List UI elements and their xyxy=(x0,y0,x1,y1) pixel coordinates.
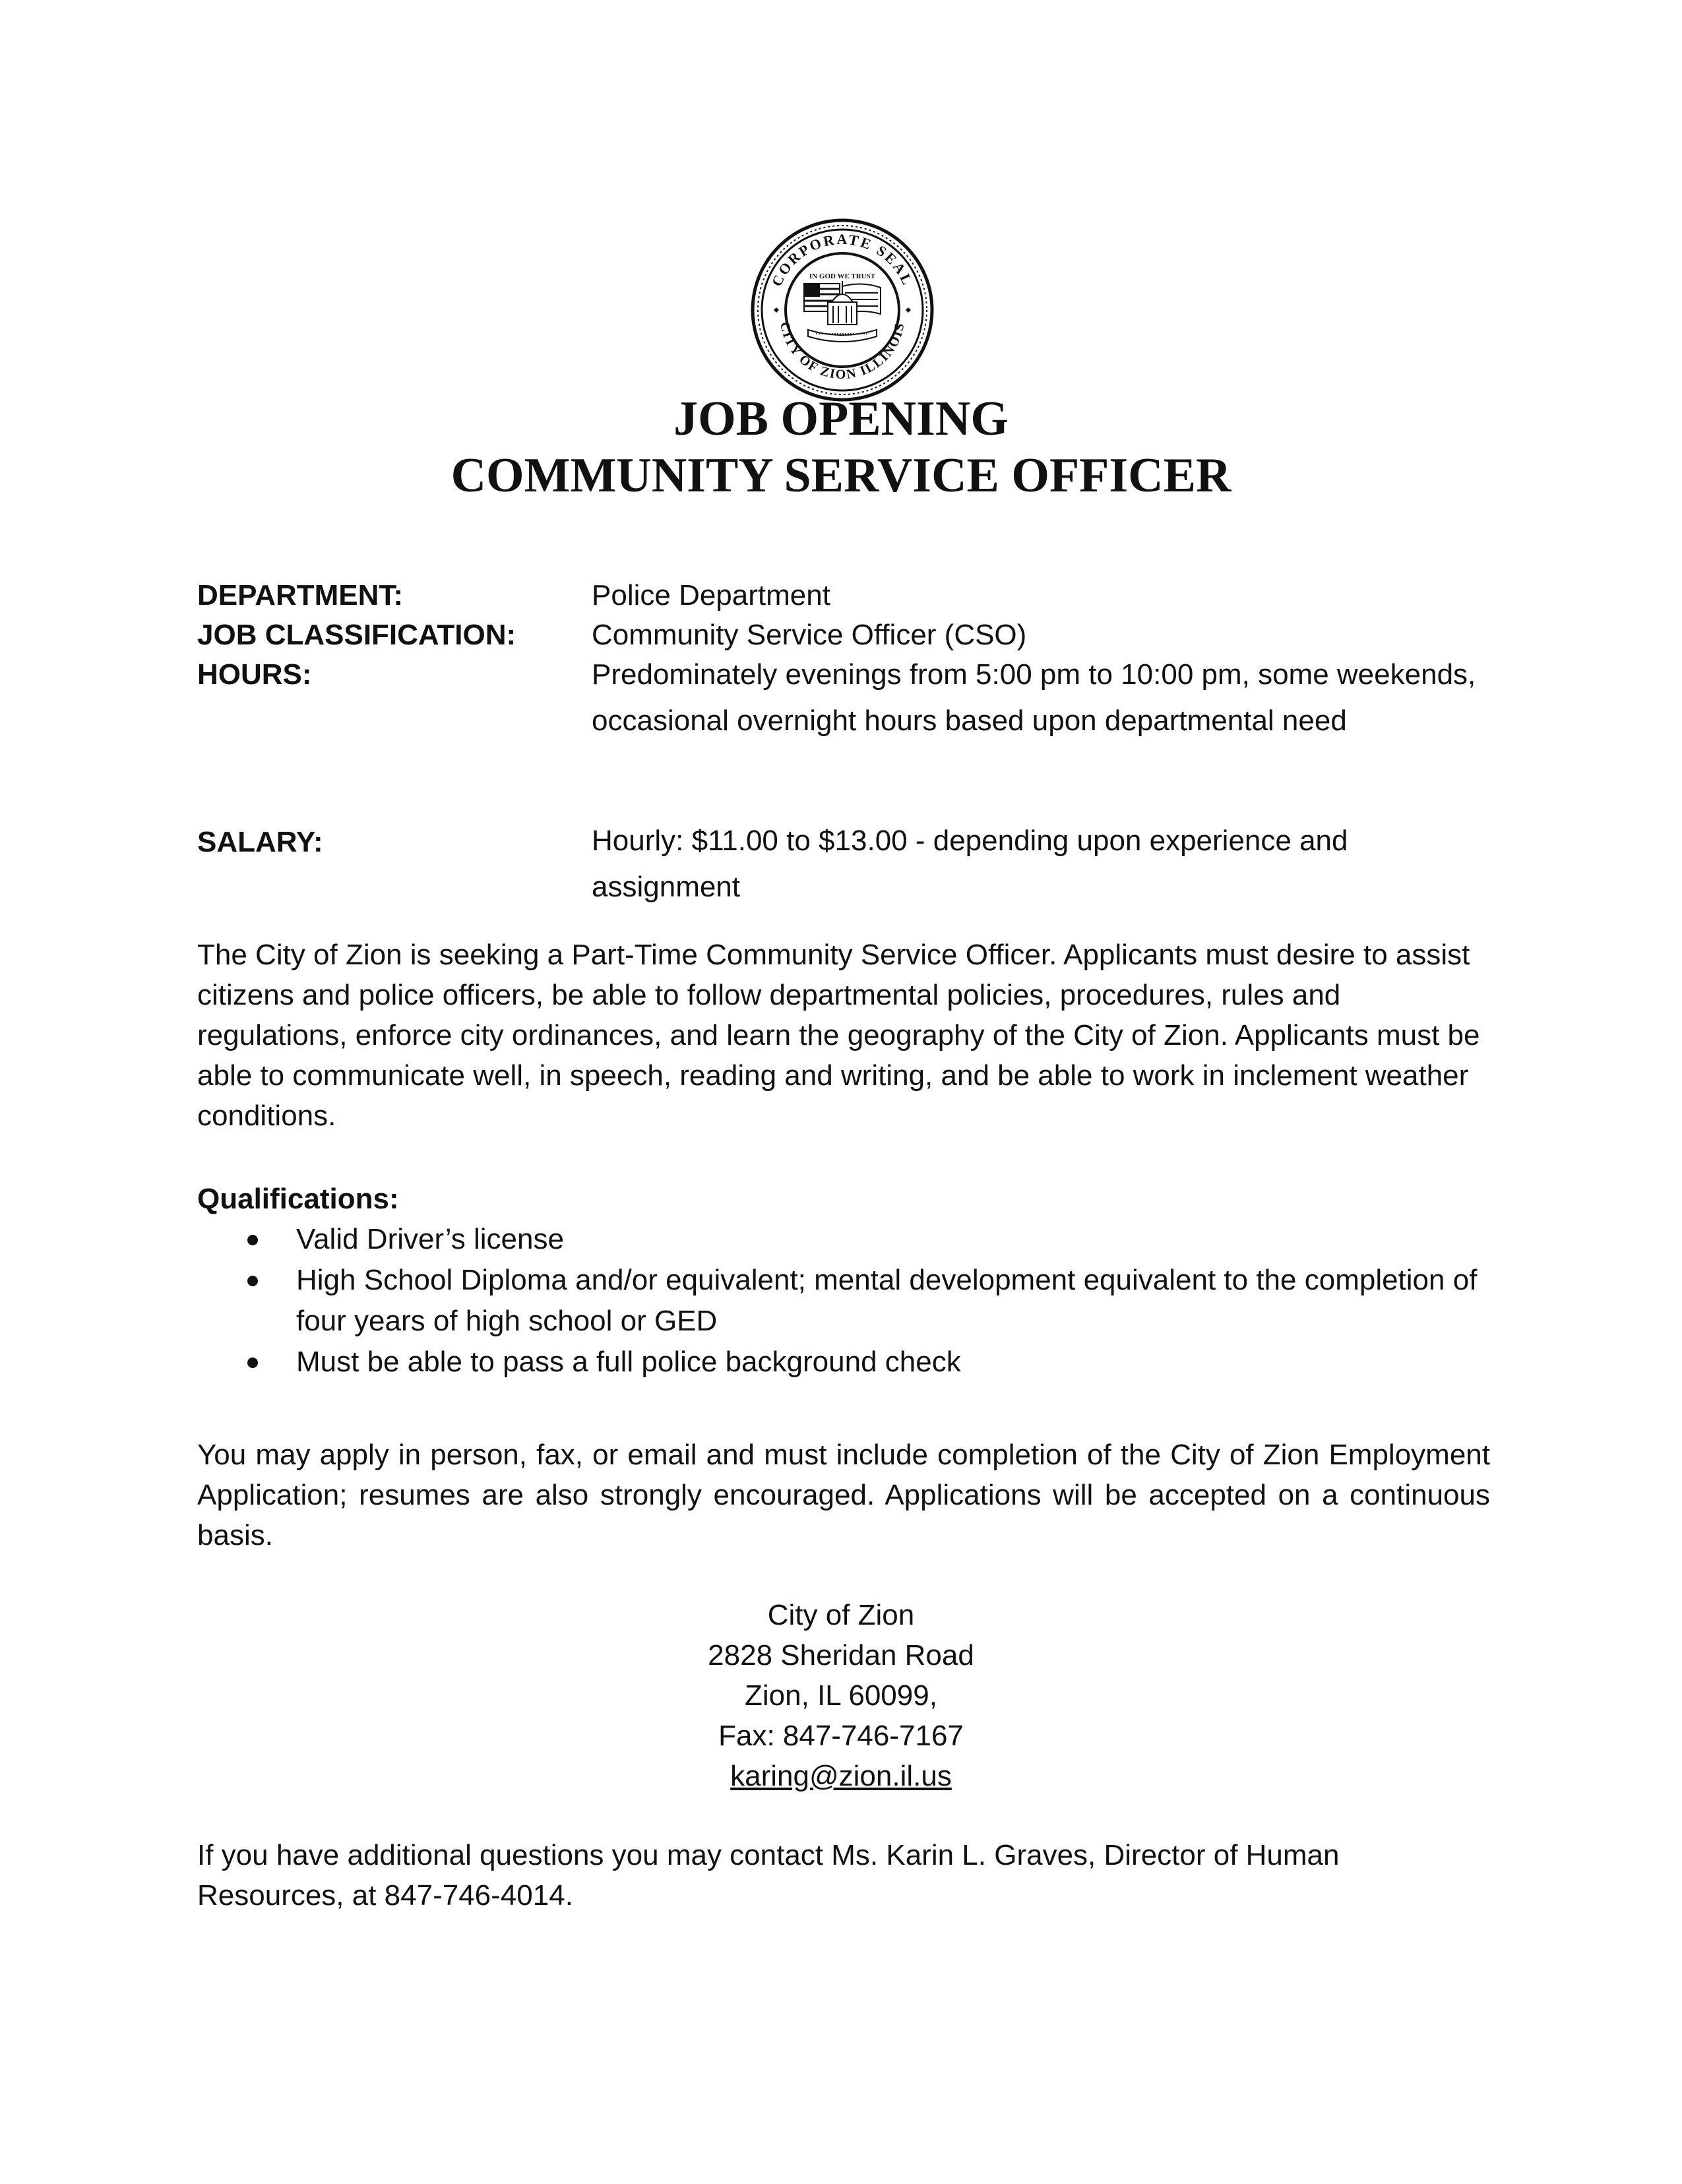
job-classification-label: JOB CLASSIFICATION: xyxy=(197,619,516,651)
address-street: 2828 Sheridan Road xyxy=(708,1639,974,1671)
bullet-icon xyxy=(247,1235,258,1245)
list-item-text: Must be able to pass a full police background check xyxy=(296,1346,961,1378)
job-classification-value: Community Service Officer (CSO) xyxy=(592,619,1027,651)
title-job-opening: JOB OPENING xyxy=(673,392,1009,446)
salary-value: Hourly: $11.00 to $13.00 - depending upon experience and assignment xyxy=(592,825,1348,903)
city-seal-logo xyxy=(750,218,935,402)
email-link[interactable]: karing@zion.il.us xyxy=(730,1760,952,1792)
list-item xyxy=(197,1260,1490,1342)
address-block xyxy=(0,1595,1682,1796)
list-item-text: Valid Driver’s license xyxy=(296,1223,564,1255)
title-position: COMMUNITY SERVICE OFFICER xyxy=(451,449,1231,503)
list-item-text: High School Diploma and/or equivalent; mental development equivalent to the completion of four years of high school or GED xyxy=(296,1264,1478,1337)
list-item xyxy=(197,1219,1490,1260)
intro-paragraph: The City of Zion is seeking a Part-Time Community Service Officer. Applicants must desire to assist citizens and police officers, be able to follow departmental policies, procedures, rules and regulations, enforce city ordinances, and learn the geography of the City of Zion. Applicants must be able to communicate well, in speech, reading and writing, and be able to work in inclement weather conditions. xyxy=(197,939,1480,1132)
svg-text:IN GOD WE TRUST: IN GOD WE TRUST xyxy=(809,272,876,280)
department-label: DEPARTMENT: xyxy=(197,579,404,611)
qualifications-heading: Qualifications: xyxy=(197,1183,399,1215)
svg-text:CITY OF ZION ILLINOIS: CITY OF ZION ILLINOIS xyxy=(777,321,908,383)
svg-text:CORPORATE SEAL: CORPORATE SEAL xyxy=(768,231,917,289)
hours-label: HOURS: xyxy=(197,658,312,691)
department-value: Police Department xyxy=(592,579,830,611)
apply-paragraph: You may apply in person, fax, or email and must include completion of the City of Zion Employment Application; resumes are also strongly encouraged. Applications will be accepted on a continuous basis. xyxy=(197,1439,1490,1551)
contact-paragraph: If you have additional questions you may contact Ms. Karin L. Graves, Director of Human Resources, at 847-746-4014. xyxy=(197,1839,1340,1912)
list-item xyxy=(197,1342,1490,1383)
bullet-icon xyxy=(247,1276,258,1286)
hours-value: Predominately evenings from 5:00 pm to 10:00 pm, some weekends, occasional overnight hours based upon departmental need xyxy=(592,658,1476,737)
address-fax: Fax: 847-746-7167 xyxy=(718,1720,964,1752)
address-city: Zion, IL 60099, xyxy=(745,1679,937,1712)
bullet-icon xyxy=(247,1357,258,1368)
salary-label: SALARY: xyxy=(197,826,323,858)
qualifications-list xyxy=(197,1219,1490,1383)
address-name: City of Zion xyxy=(767,1599,915,1631)
